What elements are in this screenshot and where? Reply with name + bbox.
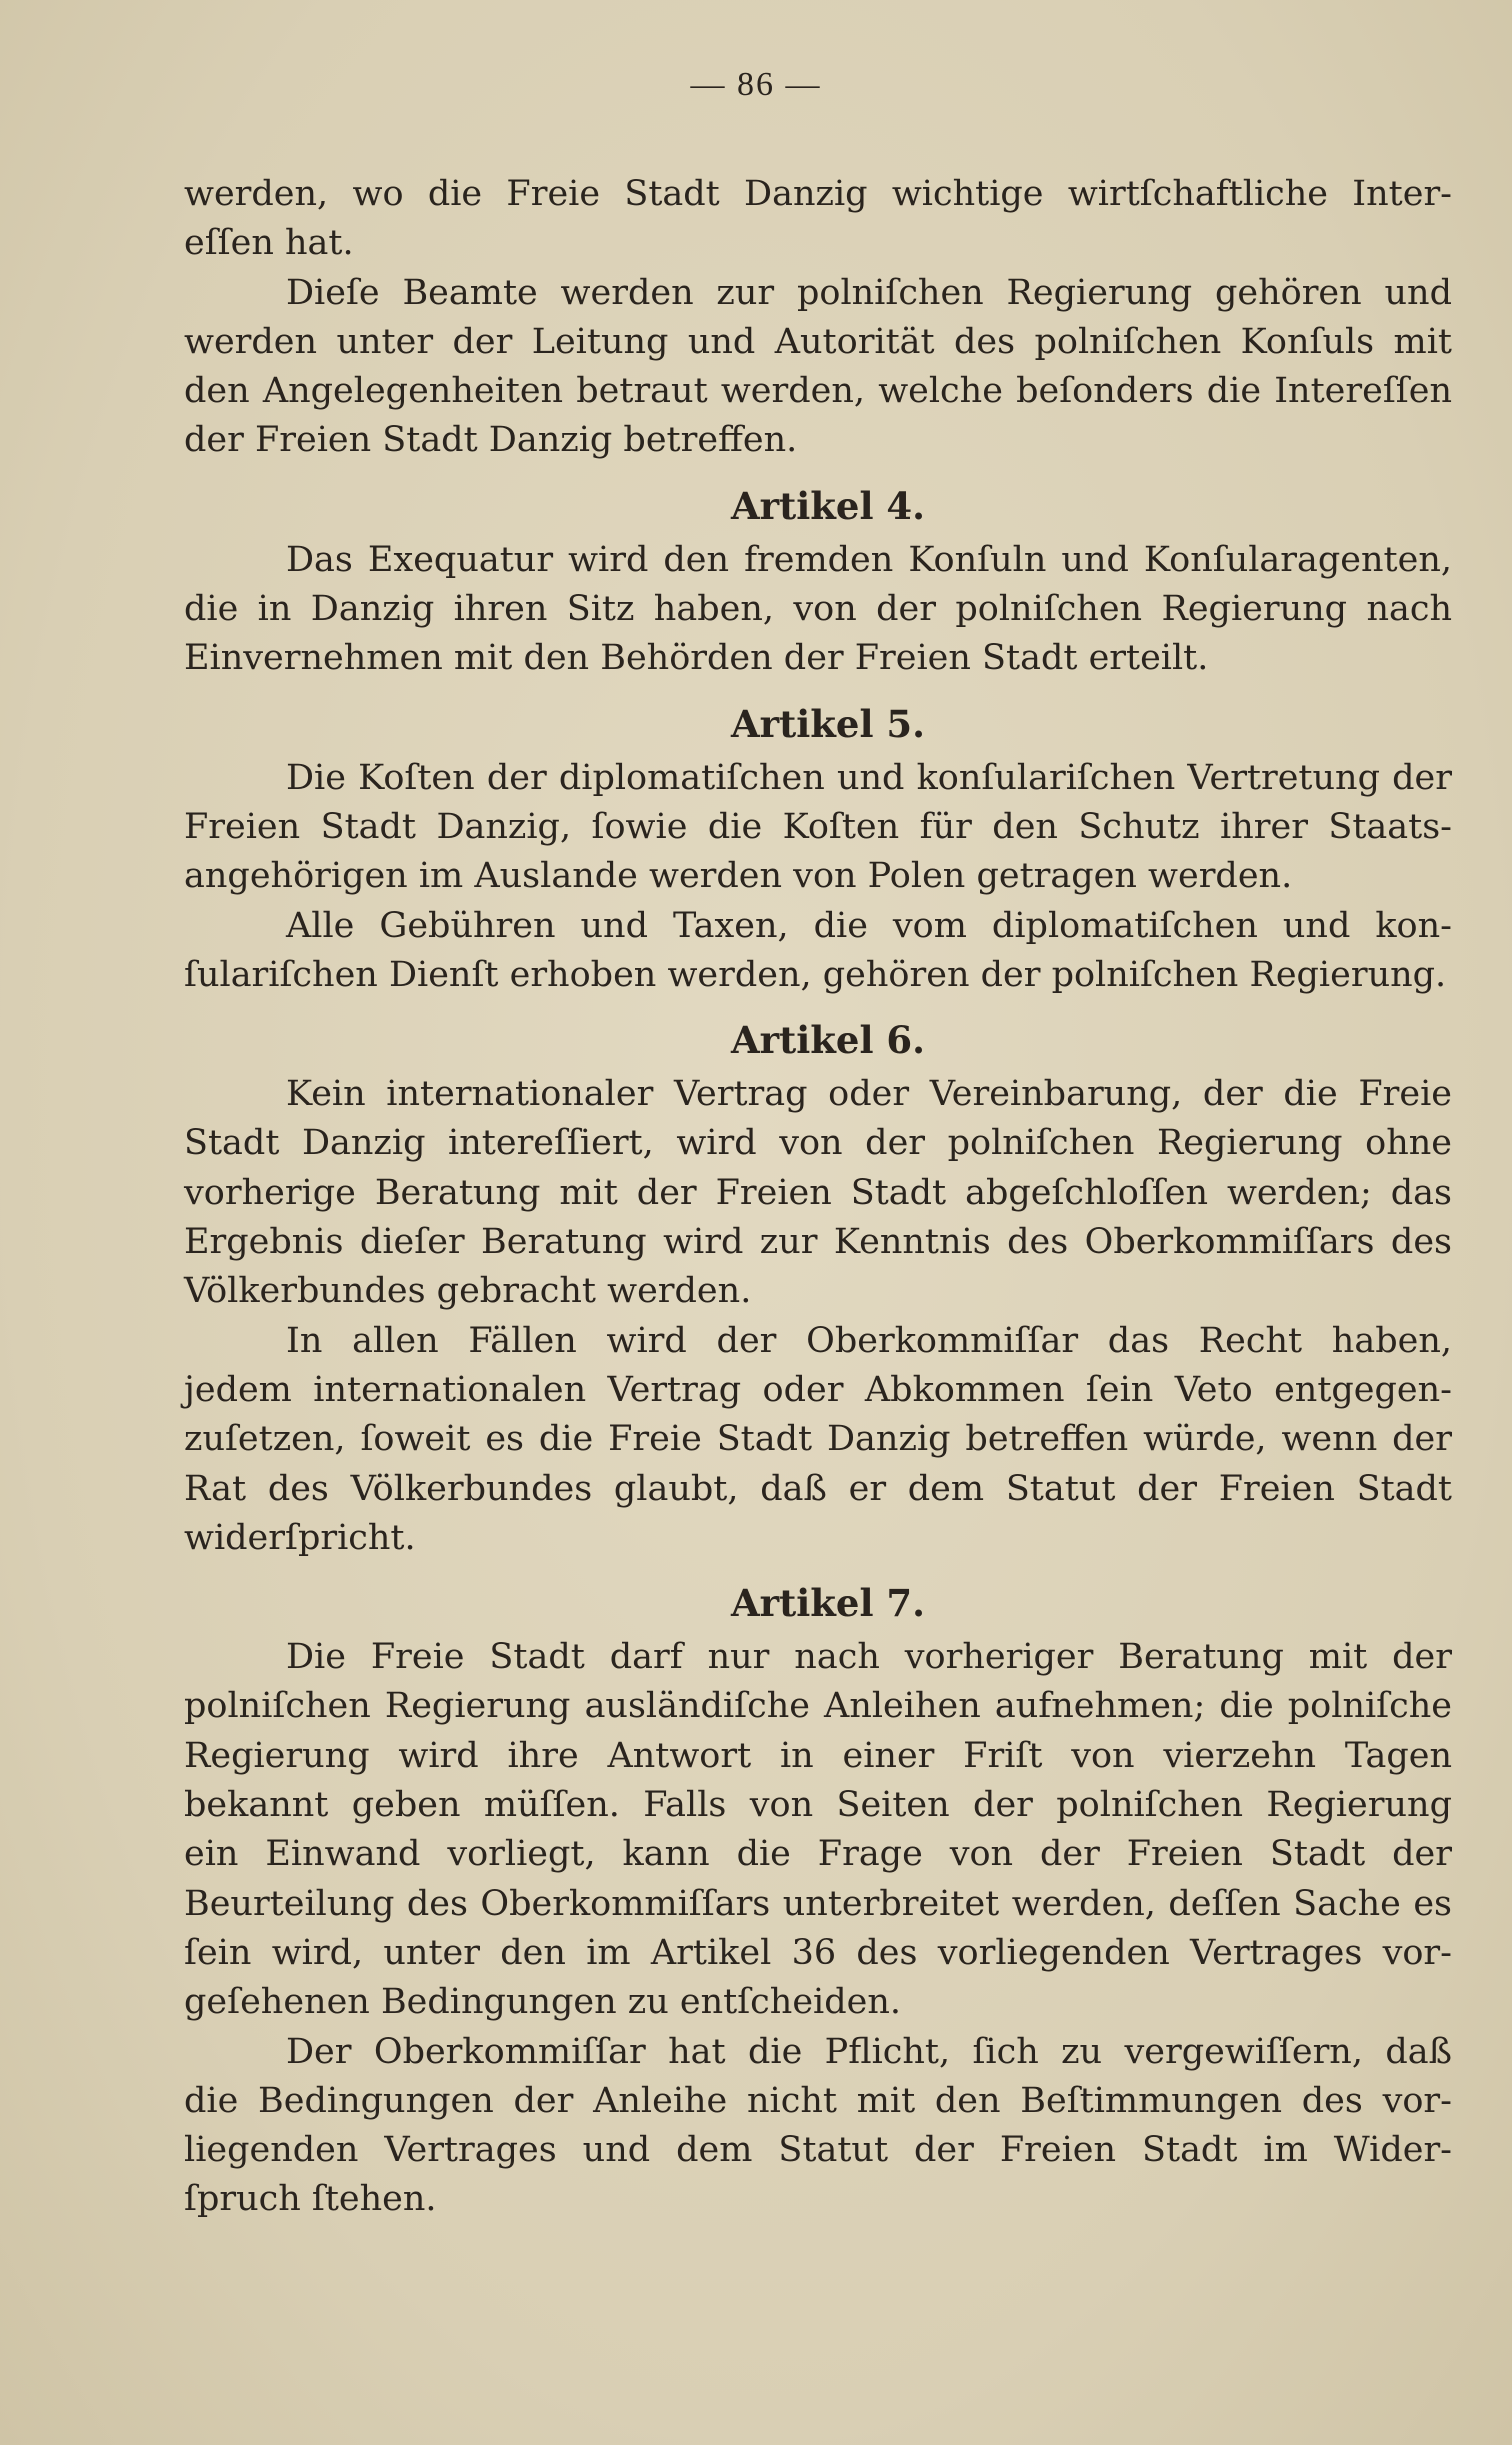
paragraph	[184, 1633, 1452, 2027]
text-line: Völkerbundes gebracht werden.	[184, 1271, 752, 1312]
text-line: In allen Fällen wird der Oberkommiſſar das Recht haben,	[286, 1320, 1452, 1361]
text-line: ſein wird, unter den im Artikel 36 des vorliegenden Vertrages vor-	[184, 1932, 1452, 1973]
article-heading: Artikel 5.	[730, 701, 926, 746]
text-line: Einvernehmen mit den Behörden der Freien Stadt erteilt.	[184, 638, 1209, 679]
text-line: zuſetzen, ſoweit es die Freie Stadt Danzig betreffen würde, wenn der	[184, 1419, 1452, 1460]
text-line: die in Danzig ihren Sitz haben, von der polniſchen Regierung nach	[184, 589, 1452, 630]
text-line: Stadt Danzig intereſſiert, wird von der polniſchen Regierung ohne	[184, 1123, 1452, 1164]
text-line: geſehenen Bedingungen zu entſcheiden.	[184, 1982, 902, 2023]
text-line: ein Einwand vorliegt, kann die Frage von der Freien Stadt der	[184, 1834, 1452, 1875]
text-line: polniſchen Regierung ausländiſche Anleihen aufnehmen; die polniſche	[184, 1686, 1452, 1727]
text-line: widerſpricht.	[184, 1517, 416, 1558]
text-line: Die Freie Stadt darf nur nach vorheriger Beratung mit der	[286, 1637, 1452, 1678]
article-heading: Artikel 6.	[730, 1018, 926, 1063]
text-line: die Bedingungen der Anleihe nicht mit den Beſtimmungen des vor-	[184, 2080, 1452, 2121]
paragraph	[184, 536, 1452, 684]
paragraph	[184, 1317, 1452, 1563]
paragraph	[184, 269, 1452, 466]
text-line: Beurteilung des Oberkommiſſars unterbreitet werden, deſſen Sache es	[184, 1883, 1452, 1924]
text-line: bekannt geben müſſen. Falls von Seiten der polniſchen Regierung	[184, 1785, 1452, 1826]
text-line: liegenden Vertrages und dem Statut der Freien Stadt im Wider-	[184, 2130, 1452, 2171]
text-line: Freien Stadt Danzig, ſowie die Koſten für den Schutz ihrer Staats-	[184, 806, 1452, 847]
text-line: Dieſe Beamte werden zur polniſchen Regierung gehören und	[286, 272, 1452, 313]
text-line: angehörigen im Auslande werden von Polen getragen werden.	[184, 856, 1293, 897]
text-line: Die Koſten der diplomatiſchen und konſulariſchen Vertretung der	[286, 757, 1452, 798]
paragraph	[184, 754, 1452, 902]
body-text	[184, 170, 1452, 2225]
page-number: — 86 —	[690, 66, 822, 103]
text-line: Der Oberkommiſſar hat die Pflicht, ſich zu vergewiſſern, daß	[286, 2031, 1452, 2072]
text-line: Kein internationaler Vertrag oder Vereinbarung, der die Freie	[286, 1074, 1452, 1115]
text-line: der Freien Stadt Danzig betreffen.	[184, 420, 798, 461]
text-line: eſſen hat.	[184, 223, 354, 264]
paragraph	[184, 2028, 1452, 2225]
text-line: den Angelegenheiten betraut werden, welche beſonders die Intereſſen	[184, 371, 1452, 412]
text-line: werden unter der Leitung und Autorität des polniſchen Konſuls mit	[184, 321, 1452, 362]
text-line: Das Exequatur wird den fremden Konſuln und Konſularagenten,	[286, 539, 1452, 580]
paragraph	[184, 170, 1452, 269]
paragraph	[184, 1070, 1452, 1316]
text-line: ſpruch ſtehen.	[184, 2179, 437, 2220]
text-line: werden, wo die Freie Stadt Danzig wichtige wirtſchaftliche Inter-	[184, 174, 1452, 214]
text-line: ſulariſchen Dienſt erhoben werden, gehören der polniſchen Regierung.	[184, 954, 1447, 995]
text-line: Regierung wird ihre Antwort in einer Friſt von vierzehn Tagen	[184, 1735, 1452, 1776]
text-line: Ergebnis dieſer Beratung wird zur Kenntnis des Oberkommiſſars des	[184, 1222, 1452, 1263]
paragraph	[184, 902, 1452, 1001]
article-heading: Artikel 7.	[730, 1581, 926, 1626]
text-line: vorherige Beratung mit der Freien Stadt abgeſchloſſen werden; das	[184, 1172, 1452, 1213]
text-line: Rat des Völkerbundes glaubt, daß er dem Statut der Freien Stadt	[184, 1468, 1452, 1509]
text-line: Alle Gebühren und Taxen, die vom diplomatiſchen und kon-	[286, 905, 1452, 946]
article-heading: Artikel 4.	[730, 483, 926, 528]
text-line: jedem internationalen Vertrag oder Abkommen ſein Veto entgegen-	[184, 1369, 1452, 1410]
